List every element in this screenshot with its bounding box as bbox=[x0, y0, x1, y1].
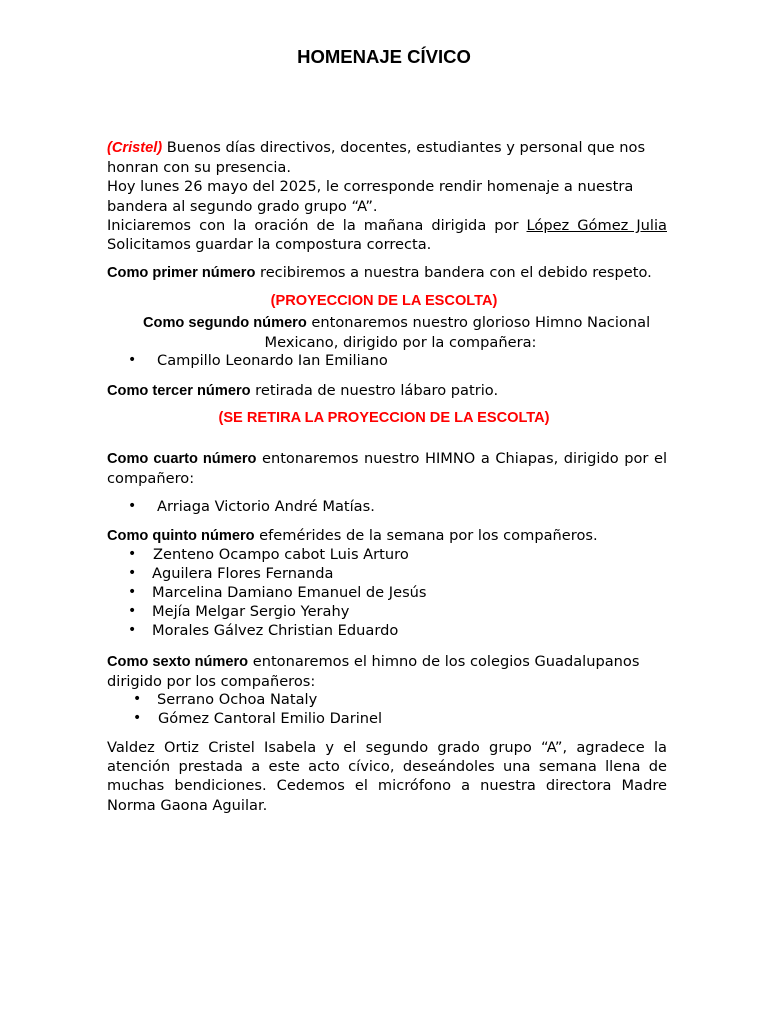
first-label: Como primer número bbox=[107, 265, 256, 281]
sixth-label: Como sexto número bbox=[107, 654, 249, 670]
first-text: recibiremos a nuestra bandera con el debido respeto. bbox=[255, 264, 652, 281]
prayer-prefix: Iniciaremos con la oración de la mañana dirigida por bbox=[107, 216, 527, 234]
bullet-icon: • bbox=[128, 622, 137, 638]
third-label: Como tercer número bbox=[107, 383, 251, 399]
bullet-icon: • bbox=[128, 565, 137, 581]
first-item bbox=[107, 263, 667, 283]
speaker-label: (Cristel) bbox=[107, 140, 163, 156]
escolta-in-note: (PROYECCION DE LA ESCOLTA) bbox=[270, 293, 498, 309]
fifth-label: Como quinto número bbox=[107, 528, 255, 544]
fourth-label: Como cuarto número bbox=[107, 451, 257, 467]
fourth-text: entonaremos nuestro HIMNO a Chiapas, dirigido por el compañero: bbox=[107, 450, 667, 488]
closing-paragraph: Valdez Ortiz Cristel Isabela y el segundo grado grupo “A”, agradece la atención prestada a este acto cívico, deseándoles una semana llena de muchas bendiciones. Cedemos el micrófono a nuestra directora Madre Norma Gaona Aguilar. bbox=[107, 739, 667, 814]
fifth-text: efemérides de la semana por los compañeros. bbox=[254, 527, 598, 544]
bullet-icon: • bbox=[133, 691, 142, 707]
second-item bbox=[143, 313, 666, 352]
fifth-item bbox=[107, 526, 667, 546]
bullet-icon: • bbox=[128, 603, 137, 619]
bullet-icon: • bbox=[128, 546, 137, 562]
prayer-leader: López Gómez Julia bbox=[526, 216, 667, 234]
sixth-item bbox=[107, 652, 667, 691]
second-label: Como segundo número bbox=[143, 315, 307, 331]
bullet-icon: • bbox=[128, 498, 137, 514]
second-text-1: entonaremos nuestro glorioso Himno Nacional bbox=[306, 314, 651, 331]
second-text-2: Mexicano, dirigido por la compañera: bbox=[264, 334, 537, 352]
sixth-text: entonaremos el himno de los colegios Guadalupanos dirigido por los compañeros: bbox=[107, 653, 640, 691]
greeting-text: Buenos días directivos, docentes, estudiantes y personal que nos honran con su presencia. bbox=[107, 139, 646, 177]
date-line: Hoy lunes 26 mayo del 2025, le corresponde rendir homenaje a nuestra bandera al segundo grado grupo “A”. bbox=[107, 178, 634, 215]
bullet-icon: • bbox=[128, 352, 137, 368]
fourth-item bbox=[107, 449, 667, 488]
third-item bbox=[107, 381, 667, 401]
document-page: HOMENAJE CÍVICO (Cristel) Buenos días directivos, docentes, estudiantes y personal que nos honran con su presencia. Hoy lunes 26 mayo del 2025, le corresponde rendir homenaje a nuestra bandera al segundo grado grupo “A”. Iniciaremos con la oración de la mañana dirigida por López Gómez Julia Solicitamos guardar la compostura correcta. Como primer número recibiremos a nuestra bandera con el debido respeto. (PROYECCION DE LA ESCOLTA) Como segundo número entonaremos nuestro glorioso Himno Nacional Mexicano, dirigido por la compañera: • Campillo Leonardo Ian Emiliano Como tercer número retirada de nuestro lábaro patrio. (SE RETIRA LA PROYECCION DE LA ESCOLTA) Como cuarto número entonaremos nuestro HIMNO a Chiapas, dirigido por el compañero: • Arriaga Victorio André Matías. Como quinto número efemérides de la semana por los compañeros. • Zenteno Ocampo cabot Luis Arturo • Aguilera Flores Fernanda • Marcelina Damiano Emanuel de Jesús • Mejía Melgar Sergio Yerahy • Morales Gálvez Christian Eduardo Como sexto número entonaremos el himno de los colegios Guadalupanos dirigido por los compañeros: • Serrano Ochoa Nataly • Gómez Cantoral Emilio Darinel Valdez Ortiz Cristel Isabela y el segundo grado grupo “A”, agradece la atención prestada a este acto cívico, deseándoles una semana llena de muchas bendiciones. Cedemos el micrófono a nuestra directora Madre Norma Gaona Aguilar. bbox=[0, 0, 768, 1024]
intro-block bbox=[107, 138, 667, 254]
third-text: retirada de nuestro lábaro patrio. bbox=[250, 382, 499, 399]
bullet-icon: • bbox=[133, 710, 142, 726]
composure-line: Solicitamos guardar la compostura correcta. bbox=[107, 236, 432, 254]
escolta-out-note: (SE RETIRA LA PROYECCION DE LA ESCOLTA) bbox=[218, 410, 550, 426]
bullet-icon: • bbox=[128, 584, 137, 600]
document-title: HOMENAJE CÍVICO bbox=[297, 46, 471, 67]
